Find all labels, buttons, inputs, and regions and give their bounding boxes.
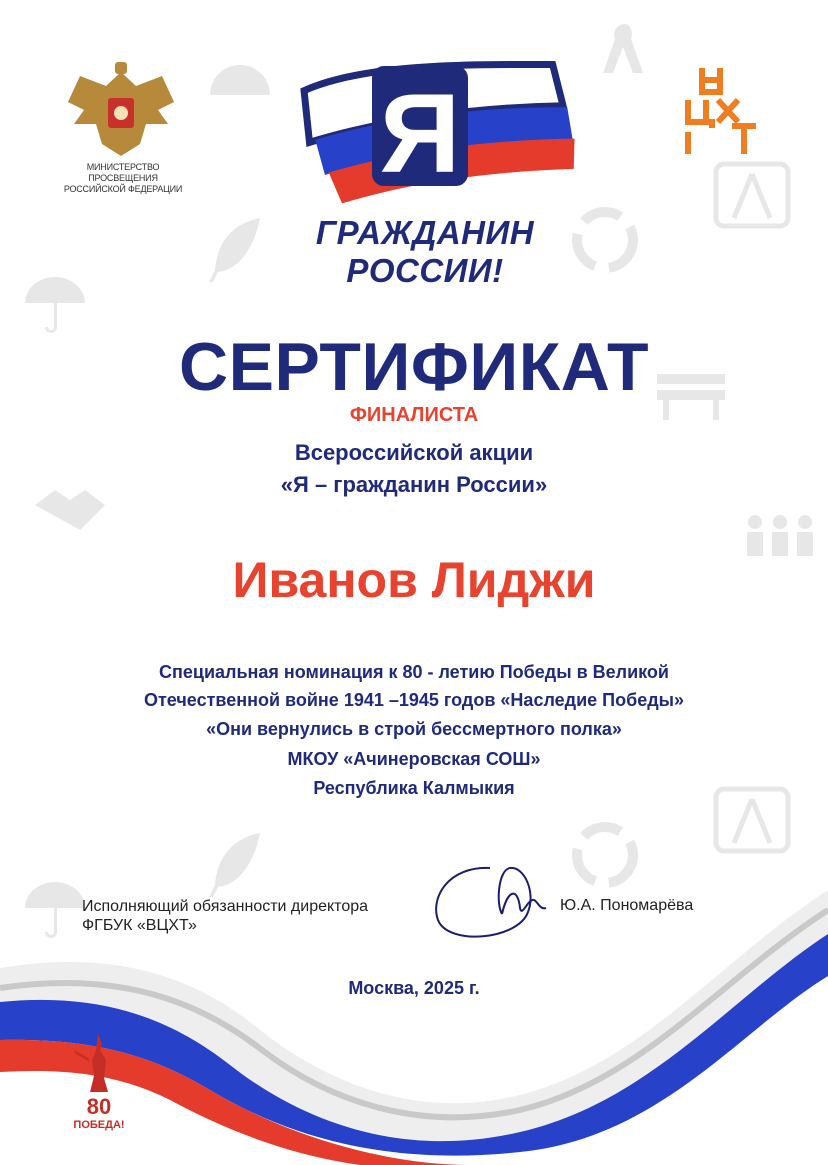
logo-letter: Я <box>379 71 461 196</box>
detail-line: «Они вернулись в строй бессмертного полка» <box>206 719 622 739</box>
campaign-logo <box>268 38 586 206</box>
ministry-name-line2: РОССИЙСКОЙ ФЕДЕРАЦИИ <box>63 184 183 194</box>
signatory-position-line1: Исполняющий обязанности директора <box>82 898 369 915</box>
logo-line2: РОССИИ! <box>346 252 504 289</box>
signatory-name: Ю.А. Пономарёва <box>560 897 694 914</box>
protractor-icon <box>205 40 275 100</box>
detail-line: Специальная номинация к 80 - летию Победы в Великой <box>159 662 669 682</box>
signatory-position-line2: ФГБУК «ВЦХТ» <box>82 917 197 934</box>
logo-line1: ГРАЖДАНИН <box>315 214 535 251</box>
detail-line: Отечественной войне 1941 –1945 годов «Наследие Победы» <box>143 690 685 710</box>
vtsht-logo <box>680 62 760 162</box>
ministry-emblem-icon <box>62 62 180 160</box>
certificate-subtitle: ФИНАЛИСТА <box>349 404 479 426</box>
victory-80-logo <box>68 1030 130 1132</box>
handwritten-signature <box>428 858 558 948</box>
action-line-2: «Я – гражданин России» <box>280 472 548 497</box>
certificate-title: СЕРТИФИКАТ <box>178 329 649 405</box>
victory-80-number: 80 <box>86 1094 112 1119</box>
ministry-name-line1: МИНИСТЕРСТВО ПРОСВЕЩЕНИЯ <box>86 162 160 183</box>
ministry-name <box>52 162 194 195</box>
ribbon-icon <box>600 20 650 80</box>
detail-line: Республика Калмыкия <box>313 778 515 798</box>
recipient-name: Иванов Лиджи <box>232 552 596 608</box>
place-date: Москва, 2025 г. <box>348 978 480 998</box>
detail-line: МКОУ «Ачинеровская СОШ» <box>287 749 541 769</box>
victory-80-text: ПОБЕДА! <box>73 1119 125 1131</box>
compass-icon <box>712 160 792 230</box>
action-line-1: Всероссийской акции <box>294 440 534 465</box>
umbrella-icon <box>20 275 90 335</box>
